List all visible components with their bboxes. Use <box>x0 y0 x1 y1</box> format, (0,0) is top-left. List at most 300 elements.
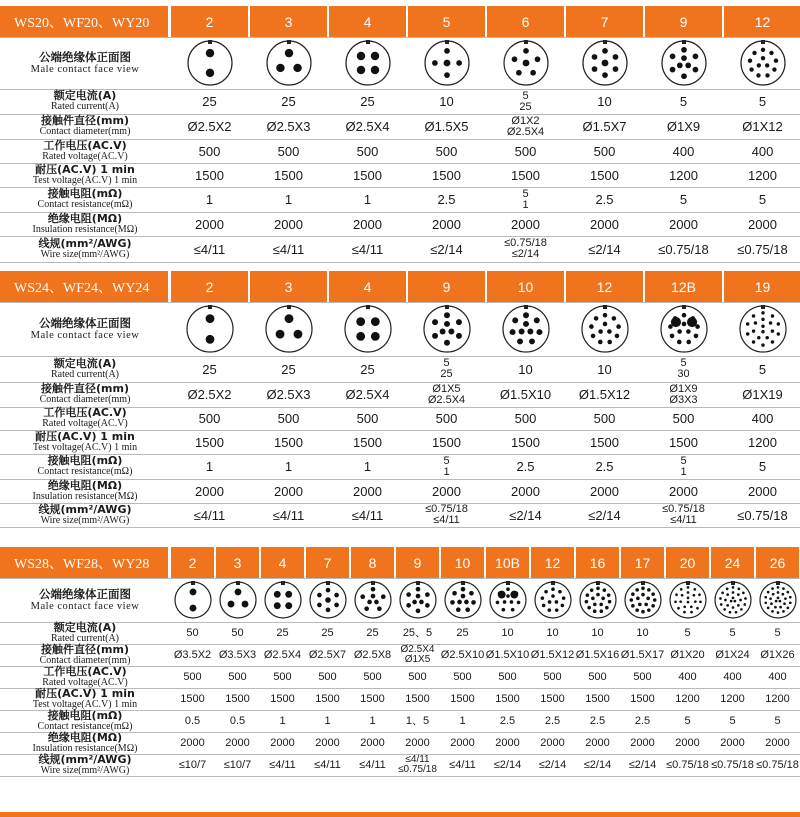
contact-pin <box>501 608 505 612</box>
pin-count-header: 10B <box>486 547 529 578</box>
contact-pin <box>745 322 748 325</box>
contact-pin <box>469 591 474 596</box>
contact-pin <box>686 601 689 604</box>
contact-pin <box>681 55 687 61</box>
spec-value-voltage <box>328 139 407 163</box>
spec-value-wire <box>710 754 755 776</box>
spec-value-line: 1500 <box>274 434 303 450</box>
spec-value-test <box>249 163 328 187</box>
insulator-outline <box>741 41 785 85</box>
contact-pin <box>641 593 645 597</box>
spec-value-line: 2000 <box>765 736 790 749</box>
insulator-outline <box>265 582 301 618</box>
spec-value-line: 1500 <box>432 167 461 183</box>
spec-value-line: ≤4/11 <box>405 754 430 765</box>
contact-pin <box>679 588 682 591</box>
row-label-wire <box>0 503 170 527</box>
spec-value-line: 1 <box>284 192 293 207</box>
row-label-zh: 耐压(AC.V) 1 min <box>35 162 135 176</box>
spec-value-line: 1 <box>522 198 529 211</box>
contact-pin <box>742 591 745 594</box>
spec-value-line: 2000 <box>748 216 777 232</box>
spec-value-wire <box>486 503 565 527</box>
spec-value-line: 25 <box>276 626 289 639</box>
row-label-en: Rated current(A) <box>50 101 120 113</box>
contact-face-icon <box>443 580 483 620</box>
pin-count-header: 16 <box>576 547 619 578</box>
spec-value-line: ≤2/14 <box>493 758 522 771</box>
spec-value-line: 2000 <box>540 736 565 749</box>
contact-face-icon <box>186 39 234 87</box>
spec-value-line: 10 <box>439 94 454 109</box>
spec-value-test <box>575 688 620 710</box>
spec-value-resistance <box>350 710 395 732</box>
spec-value-insulation <box>328 479 407 503</box>
contact-face-icon <box>343 304 393 354</box>
contact-pin <box>325 588 330 593</box>
spec-value-line: ≤2/14 <box>509 507 542 523</box>
contact-pin <box>644 603 648 607</box>
contact-face-icon <box>502 39 550 87</box>
key-notch <box>416 581 420 585</box>
contact-pin <box>670 317 680 327</box>
spec-value-current <box>644 356 723 382</box>
row-label-zh: 接触件直径(mm) <box>41 642 129 656</box>
contact-face-icon <box>578 580 618 620</box>
contact-pin <box>284 49 292 57</box>
spec-value-line: ≤4/11 <box>351 507 384 523</box>
row-label-en: Male contact face view <box>30 600 140 612</box>
spec-value-line: 400 <box>723 670 742 683</box>
contact-pin <box>558 590 562 594</box>
spec-value-line: 1500 <box>495 692 520 705</box>
spec-value-current <box>328 89 407 114</box>
spec-value-line: 2000 <box>353 483 382 499</box>
pin-count-header: 10 <box>487 271 564 302</box>
key-notch <box>287 40 291 44</box>
contact-pin <box>457 600 462 605</box>
spec-value-test <box>565 163 644 187</box>
spec-value-voltage <box>575 666 620 688</box>
row-label-en: Contact diameter(mm) <box>39 394 131 406</box>
spec-value-line: 1 <box>363 192 372 207</box>
spec-value-line: 400 <box>672 143 695 159</box>
contact-pin <box>725 587 728 590</box>
key-notch <box>731 581 735 585</box>
contact-pin <box>450 600 455 605</box>
row-label-en: Test voltage(AC.V) 1 min <box>32 441 138 453</box>
spec-value-line: 500 <box>318 670 337 683</box>
contact-pin <box>719 603 722 606</box>
spec-value-line: 500 <box>453 670 472 683</box>
spec-value-voltage <box>486 407 565 430</box>
spec-value-line: Ø2.5X3 <box>266 387 311 402</box>
spec-value-diameter <box>170 382 249 407</box>
contact-pin <box>607 600 611 604</box>
contact-pin <box>652 598 656 602</box>
contact-pin <box>356 52 364 60</box>
contact-pin <box>676 63 682 69</box>
spec-value-line: 5 <box>680 454 687 467</box>
spec-value-voltage <box>530 666 575 688</box>
contact-pin <box>739 599 742 602</box>
contact-pin <box>528 338 534 344</box>
spec-value-diameter <box>170 644 215 666</box>
spec-value-insulation <box>407 479 486 503</box>
key-notch <box>641 581 645 585</box>
contact-pin <box>334 603 339 608</box>
spec-value-voltage <box>407 139 486 163</box>
spec-value-line: 500 <box>435 143 458 159</box>
spec-value-test <box>530 688 575 710</box>
spec-value-line: ≤2/14 <box>538 758 567 771</box>
spec-value-line: 1 <box>324 714 331 727</box>
contact-pin <box>669 54 675 60</box>
spec-value-line: ≤4/11 <box>193 507 226 523</box>
spec-value-resistance <box>575 710 620 732</box>
contact-pin <box>635 608 639 612</box>
contact-pin <box>612 54 618 60</box>
contact-pin <box>516 601 520 605</box>
contact-pin <box>761 318 764 321</box>
contact-pin <box>452 591 457 596</box>
spec-value-line: 5 <box>522 187 529 200</box>
spec-value-line: 2000 <box>405 736 430 749</box>
insulator-outline <box>187 306 233 352</box>
contact-pin <box>681 47 687 53</box>
contact-pin <box>444 72 450 78</box>
row-separator <box>0 776 800 777</box>
spec-value-current <box>710 622 755 644</box>
spec-value-line: ≤0.75/18 <box>666 758 709 771</box>
spec-value-diameter <box>565 114 644 139</box>
contact-pin <box>432 333 438 339</box>
spec-value-line: 10 <box>591 626 604 639</box>
spec-value-insulation <box>260 732 305 754</box>
spec-value-current <box>395 622 440 644</box>
spec-value-line: ≤2/14 <box>583 758 612 771</box>
contact-pin <box>635 588 639 592</box>
contact-pin <box>547 608 551 612</box>
spec-value-line: Ø1.5X12 <box>530 648 575 661</box>
row-label-zh: 额定电流(A) <box>53 89 117 103</box>
spec-value-current <box>575 622 620 644</box>
spec-value-line: ≤4/11 <box>670 514 697 526</box>
contact-pin <box>356 332 365 341</box>
spec-value-wire <box>305 754 350 776</box>
contact-face-icon <box>533 580 573 620</box>
row-label-zh: 线规(mm²/AWG) <box>38 752 132 766</box>
spec-value-line: 5 <box>758 192 767 207</box>
contact-pin <box>527 329 533 335</box>
contact-pin <box>680 594 683 597</box>
spec-value-current <box>565 89 644 114</box>
contact-pin <box>782 587 785 590</box>
row-label-en: Rated current(A) <box>50 632 120 644</box>
row-label-current <box>0 89 170 114</box>
spec-value-line: 500 <box>198 411 221 426</box>
row-label-voltage <box>0 139 170 163</box>
spec-value-line: 5 <box>522 89 529 102</box>
row-label-zh: 绝缘电阻(MΩ) <box>47 730 123 744</box>
contact-pin <box>602 48 608 54</box>
spec-value-line: 5 <box>684 626 691 639</box>
row-label-zh: 公端绝缘体正面图 <box>39 587 131 602</box>
spec-value-diameter <box>170 114 249 139</box>
spec-value-wire <box>565 503 644 527</box>
spec-value-line: ≤0.75/18 <box>398 764 437 775</box>
spec-value-line: 0.5 <box>184 714 201 727</box>
contact-pin <box>686 317 696 327</box>
spec-value-line: ≤4/11 <box>433 514 460 526</box>
contact-pin <box>686 596 689 599</box>
spec-value-resistance <box>215 710 260 732</box>
spec-value-line: 500 <box>514 143 537 159</box>
spec-value-voltage <box>565 407 644 430</box>
spec-value-line: 400 <box>751 411 774 426</box>
spec-value-line: 2000 <box>180 736 205 749</box>
contact-pin <box>589 324 594 329</box>
spec-value-diameter <box>486 114 565 139</box>
contact-pin <box>591 66 597 72</box>
spec-value-current <box>486 89 565 114</box>
spec-value-current <box>350 622 395 644</box>
row-label-test <box>0 163 170 187</box>
spec-value-test <box>723 163 800 187</box>
key-notch <box>603 305 607 309</box>
spec-value-resistance <box>644 187 723 212</box>
spec-value-line: Ø1X9 <box>669 382 698 395</box>
spec-value-current <box>215 622 260 644</box>
row-label-wire <box>0 754 170 776</box>
contact-pin <box>733 600 736 603</box>
contact-pin <box>757 336 760 339</box>
spec-value-voltage <box>755 666 800 688</box>
spec-value-diameter <box>350 644 395 666</box>
contact-pin <box>699 600 702 603</box>
contact-pin <box>598 329 603 334</box>
spec-value-line: 2000 <box>274 216 303 232</box>
row-label-zh: 额定电流(A) <box>53 356 117 370</box>
contact-pin <box>681 313 686 318</box>
contact-pin <box>764 601 767 604</box>
spec-value-voltage <box>620 666 665 688</box>
contact-pin <box>273 602 280 609</box>
contact-pin <box>761 330 764 333</box>
contact-pin <box>764 63 768 67</box>
contact-pin <box>602 588 606 592</box>
spec-value-test <box>170 688 215 710</box>
contact-pin <box>554 600 558 604</box>
spec-value-current <box>565 356 644 382</box>
spec-section-1 <box>0 6 800 262</box>
pin-count-header: 26 <box>756 547 799 578</box>
contact-pin <box>587 606 591 610</box>
spec-value-insulation <box>665 732 710 754</box>
contact-face-icon <box>738 304 788 354</box>
contact-pin <box>719 597 722 600</box>
contact-pin <box>602 322 607 327</box>
contact-pin <box>285 591 292 598</box>
contact-pin <box>760 56 764 60</box>
contact-pin <box>506 594 510 598</box>
contact-pin <box>599 603 603 607</box>
contact-face-icon <box>265 39 313 87</box>
contact-pin <box>592 609 596 613</box>
spec-value-line: 2000 <box>353 216 382 232</box>
spec-value-line: ≤0.75/18 <box>504 237 547 249</box>
contact-pin <box>415 594 420 599</box>
contact-pin <box>776 586 779 589</box>
key-notch <box>326 581 330 585</box>
contact-pin <box>760 48 764 52</box>
spec-value-insulation <box>215 732 260 754</box>
spec-value-line: 400 <box>678 670 697 683</box>
contact-pin <box>761 325 764 328</box>
spec-value-resistance <box>407 454 486 479</box>
contact-pin <box>761 311 764 314</box>
spec-value-line: ≤0.75/18 <box>737 507 788 523</box>
spec-value-diameter <box>620 644 665 666</box>
contact-pin <box>317 603 322 608</box>
row-label-face <box>0 302 170 356</box>
row-label-voltage <box>0 666 170 688</box>
spec-value-line: 25 <box>360 361 375 377</box>
contact-pin <box>536 329 542 335</box>
contact-pin <box>776 322 779 325</box>
spec-value-line: 2000 <box>495 736 520 749</box>
insulator-outline <box>267 41 311 85</box>
spec-value-wire <box>407 236 486 262</box>
spec-value-insulation <box>486 212 565 236</box>
spec-value-insulation <box>644 479 723 503</box>
key-notch <box>596 581 600 585</box>
spec-value-line: 2.5 <box>544 714 561 727</box>
spec-value-line: 10 <box>597 361 612 377</box>
pin-count-header: 12 <box>724 6 800 37</box>
spec-value-test <box>407 163 486 187</box>
contact-pin <box>551 587 555 591</box>
spec-value-line: 2.5 <box>589 714 606 727</box>
spec-value-current <box>486 356 565 382</box>
spec-value-current <box>170 89 249 114</box>
spec-value-wire <box>215 754 260 776</box>
pin-count-header: 9 <box>396 547 439 578</box>
pin-count-header: 8 <box>351 547 394 578</box>
spec-value-line: 1500 <box>540 692 565 705</box>
spec-value-current <box>723 89 800 114</box>
contact-pin <box>511 56 517 62</box>
pin-count-header: 9 <box>645 6 722 37</box>
contact-pin <box>731 591 734 594</box>
spec-value-insulation <box>723 212 800 236</box>
spec-value-voltage <box>260 666 305 688</box>
contact-pin <box>561 596 565 600</box>
spec-value-line: 500 <box>273 670 292 683</box>
spec-value-line: 1200 <box>765 692 790 705</box>
spec-value-voltage <box>328 407 407 430</box>
spec-value-line: 1500 <box>270 692 295 705</box>
spec-value-voltage <box>170 139 249 163</box>
spec-value-line: 1500 <box>315 692 340 705</box>
spec-value-line: 500 <box>593 411 616 426</box>
spec-value-voltage <box>723 139 800 163</box>
contact-pin <box>736 604 739 607</box>
row-label-zh: 额定电流(A) <box>53 620 117 634</box>
contact-pin <box>607 340 612 345</box>
contact-pin <box>724 599 727 602</box>
key-notch <box>371 581 375 585</box>
spec-value-line: 500 <box>363 670 382 683</box>
row-label-diameter <box>0 114 170 139</box>
contact-pin <box>370 52 378 60</box>
spec-value-resistance <box>486 454 565 479</box>
contact-pin <box>693 334 698 339</box>
contact-pin <box>740 608 743 611</box>
contact-pin <box>765 336 768 339</box>
spec-value-resistance <box>170 710 215 732</box>
spec-value-test <box>620 688 665 710</box>
spec-value-test <box>440 688 485 710</box>
contact-pin <box>753 321 756 324</box>
spec-value-wire <box>723 503 800 527</box>
spec-value-voltage <box>486 139 565 163</box>
contact-pin <box>692 54 698 60</box>
contact-pin <box>370 66 378 74</box>
spec-value-test <box>170 430 249 454</box>
contact-face-icon <box>488 580 528 620</box>
spec-value-voltage <box>249 407 328 430</box>
contact-pin <box>647 608 651 612</box>
spec-value-line: 1500 <box>432 434 461 450</box>
spec-value-line: 500 <box>672 411 695 426</box>
contact-pin <box>334 593 339 598</box>
pin-count-header: 9 <box>408 271 485 302</box>
row-label-zh: 绝缘电阻(MΩ) <box>47 211 123 225</box>
series-header: WS24、WF24、WY24 <box>0 271 168 302</box>
contact-pin <box>518 329 524 335</box>
spec-value-current <box>723 356 800 382</box>
contact-pin <box>771 610 774 613</box>
row-label-zh: 公端绝缘体正面图 <box>39 316 131 331</box>
spec-value-line: 500 <box>228 670 247 683</box>
spec-value-insulation <box>407 212 486 236</box>
spec-value-current <box>249 356 328 382</box>
contact-pin <box>370 317 379 326</box>
spec-value-diameter <box>723 382 800 407</box>
contact-pin <box>774 606 777 609</box>
spec-value-line: ≤4/11 <box>351 241 384 257</box>
key-notch <box>682 305 686 309</box>
contact-pin <box>432 60 438 66</box>
contact-face-icon <box>758 580 798 620</box>
contact-pin <box>530 70 536 76</box>
spec-value-voltage <box>665 666 710 688</box>
spec-value-line: 2000 <box>225 736 250 749</box>
key-notch <box>461 581 465 585</box>
contact-pin <box>694 600 697 603</box>
contact-pin <box>669 67 675 73</box>
spec-value-line: ≤10/7 <box>223 758 252 771</box>
contact-pin <box>444 312 450 318</box>
spec-value-current <box>755 622 800 644</box>
row-label-resistance <box>0 187 170 212</box>
pin-count-header: 4 <box>329 6 406 37</box>
spec-value-line: 25 <box>202 94 217 109</box>
spec-value-line: 5 <box>729 626 736 639</box>
key-notch <box>445 40 449 44</box>
spec-value-voltage <box>710 666 755 688</box>
